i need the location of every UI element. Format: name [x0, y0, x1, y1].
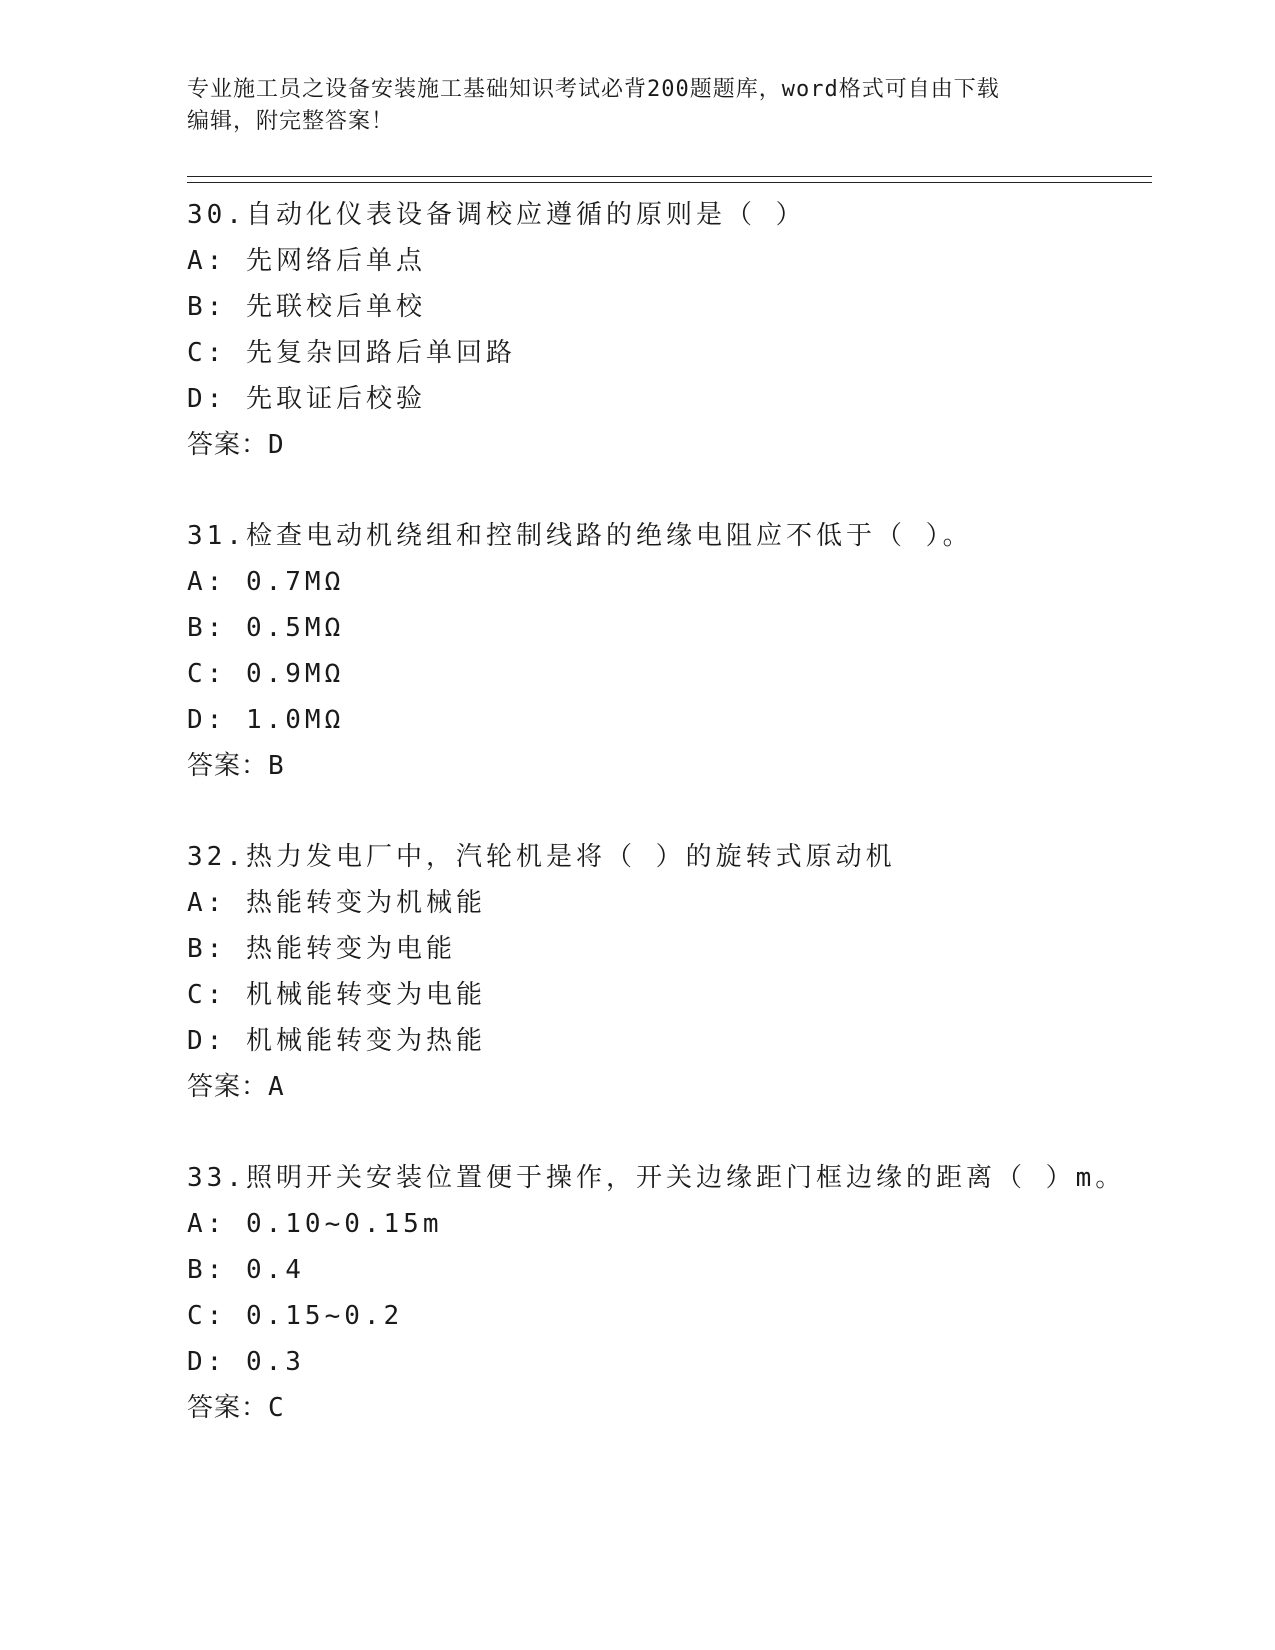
question-33: [187, 1155, 1147, 1431]
option-c: C: 机械能转变为电能: [187, 980, 486, 1010]
question-32: [187, 834, 1147, 1110]
header-title-line-1: 专业施工员之设备安装施工基础知识考试必背200题题库，word格式可自由下载: [187, 77, 1000, 102]
option-a: A: 先网络后单点: [187, 246, 426, 276]
answer-line: 答案：A: [187, 1072, 285, 1102]
question-stem: 32.热力发电厂中，汽轮机是将（ ）的旋转式原动机: [187, 842, 896, 872]
option-d: D: 0.3: [187, 1347, 305, 1377]
option-d: D: 先取证后校验: [187, 384, 426, 414]
option-d: D: 1.0MΩ: [187, 705, 345, 735]
question-stem: 33.照明开关安装位置便于操作，开关边缘距门框边缘的距离（ ）m。: [187, 1163, 1126, 1193]
option-c: C: 0.9MΩ: [187, 659, 345, 689]
header-divider-bottom: [187, 182, 1152, 183]
option-b: B: 先联校后单校: [187, 292, 426, 322]
option-c: C: 先复杂回路后单回路: [187, 338, 516, 368]
question-stem: 30.自动化仪表设备调校应遵循的原则是（ ）: [187, 200, 806, 230]
question-30: [187, 192, 1147, 468]
question-stem: 31.检查电动机绕组和控制线路的绝缘电阻应不低于（ ）。: [187, 521, 973, 551]
option-b: B: 0.4: [187, 1255, 305, 1285]
header-divider-top: [187, 176, 1152, 177]
option-b: B: 0.5MΩ: [187, 613, 345, 643]
question-list: [187, 192, 1147, 1476]
option-d: D: 机械能转变为热能: [187, 1026, 486, 1056]
document-header: [187, 74, 1087, 138]
question-31: [187, 513, 1147, 789]
answer-line: 答案：D: [187, 430, 285, 460]
option-a: A: 0.10~0.15m: [187, 1209, 443, 1239]
option-a: A: 热能转变为机械能: [187, 888, 486, 918]
option-c: C: 0.15~0.2: [187, 1301, 404, 1331]
answer-line: 答案：C: [187, 1393, 285, 1423]
option-a: A: 0.7MΩ: [187, 567, 345, 597]
answer-line: 答案：B: [187, 751, 285, 781]
header-title-line-2: 编辑，附完整答案！: [187, 109, 395, 134]
option-b: B: 热能转变为电能: [187, 934, 456, 964]
